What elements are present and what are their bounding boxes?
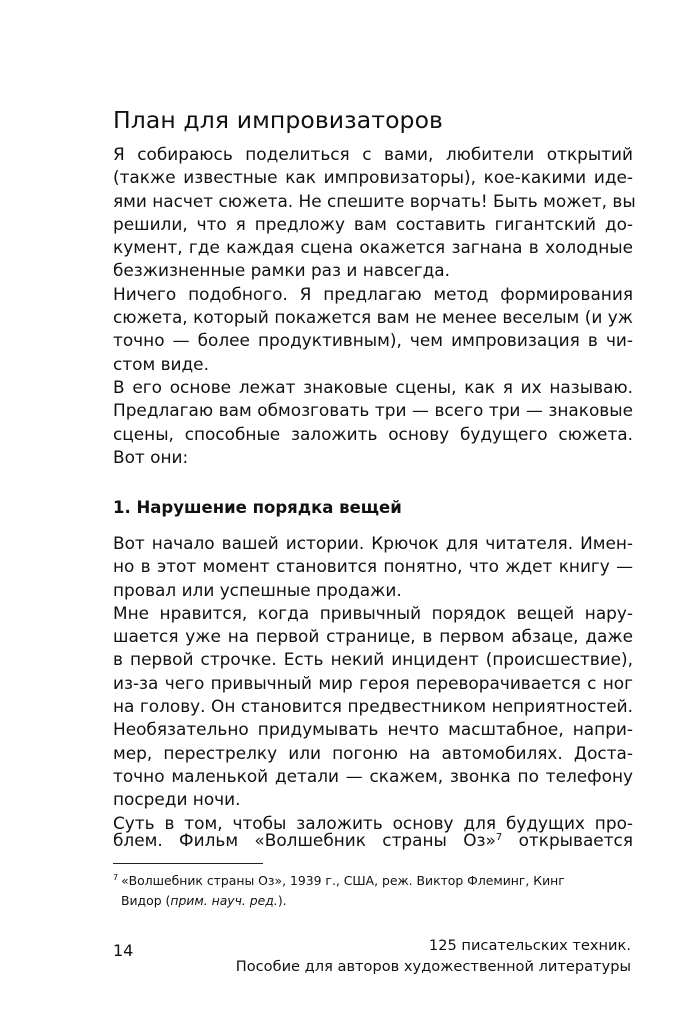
paragraph-line: ями насчет сюжета. Не спешите ворчать! Быть может, вы [113,190,636,211]
paragraph-line: но в этот момент становится понятно, что ждет книгу — [113,556,633,577]
paragraph-line: Вот начало вашей истории. Крючок для читателя. Имен- [113,533,633,553]
running-footer [236,936,631,977]
paragraph-line: в первой строчке. Есть некий инцидент (происшествие), [113,649,633,670]
final-line-text: блем. Фильм «Волшебник страны Оз» [113,830,496,850]
final-line-wrap [113,826,633,849]
footnote-text-1: «Волшебник страны Оз», 1939 г., США, реж. Виктор Флеминг, Кинг [121,873,565,888]
book-subtitle: Пособие для авторов художественной литературы [235,957,631,975]
footnote [113,868,613,910]
footnote-line-2-suffix: ). [277,892,287,908]
paragraph-line-with-footnote-ref [113,826,633,849]
footnote-line-1 [113,868,613,891]
paragraph-line: Я собираюсь поделиться с вами, любители открытий [113,144,633,164]
intro-text [113,143,636,469]
paragraph-line: из-за чего привычный мир героя переворачивается с ног [113,672,633,693]
paragraph-line: безжизненные рамки раз и навсегда. [113,260,451,281]
paragraph-line: Мне нравится, когда привычный порядок вещей нару- [113,602,633,623]
page-number: 14 [113,941,134,960]
footnote-marker: 7 [113,873,119,882]
paragraph-line: сцены, способные заложить основу будущего сюжета. [113,423,633,444]
paragraph-line: (также известные как импровизаторы), кое-какими иде- [113,167,633,188]
paragraph-line: точно маленькой детали — скажем, звонка по телефону [113,765,633,786]
footnote-ref: 7 [495,832,503,843]
footnote-divider [113,863,263,864]
paragraph-line: на голову. Он становится предвестником неприятностей. [113,696,633,717]
paragraph-line: Ничего подобного. Я предлагаю метод формирования [113,283,633,304]
paragraph-line: решили, что я предложу вам составить гигантский до- [113,213,633,234]
paragraph-line: стом виде. [113,353,209,374]
footnote-line-2-italic: прим. науч. ред. [170,892,278,908]
paragraph-line: шается уже на первой странице, в первом абзаце, даже [113,626,633,647]
book-title: 125 писательских техник. [428,937,631,954]
paragraph-line: провал или успешные продажи. [113,579,402,600]
paragraph-line: Вот они: [113,446,189,467]
paragraph-line: Необязательно придумывать нечто масштабное, напри- [113,719,633,740]
page-heading: План для импровизаторов [113,106,443,134]
paragraph-line: В его основе лежат знаковые сцены, как я их называю. [113,376,633,397]
paragraph-line: точно — более продуктивным), чем импровизация в чи- [113,330,633,351]
paragraph-line: сюжета, который покажется вам не менее веселым (и уж [113,307,633,328]
footnote-line-2-prefix: Видор ( [121,892,171,908]
paragraph-line: посреди ночи. [113,789,241,810]
final-line-tail: открывается [502,830,633,850]
paragraph-line: кумент, где каждая сцена окажется загнана в холодные [113,237,633,258]
section-heading: 1. Нарушение порядка вещей [113,498,402,517]
paragraph-line: Суть в том, чтобы заложить основу для будущих про- [113,812,633,833]
paragraph-line: Предлагаю вам обмозговать три — всего три — знаковые [113,400,633,421]
footnote-line-2 [113,891,613,911]
section-text [113,532,633,835]
paragraph-line: мер, перестрелку или погоню на автомобилях. Доста- [113,742,633,763]
